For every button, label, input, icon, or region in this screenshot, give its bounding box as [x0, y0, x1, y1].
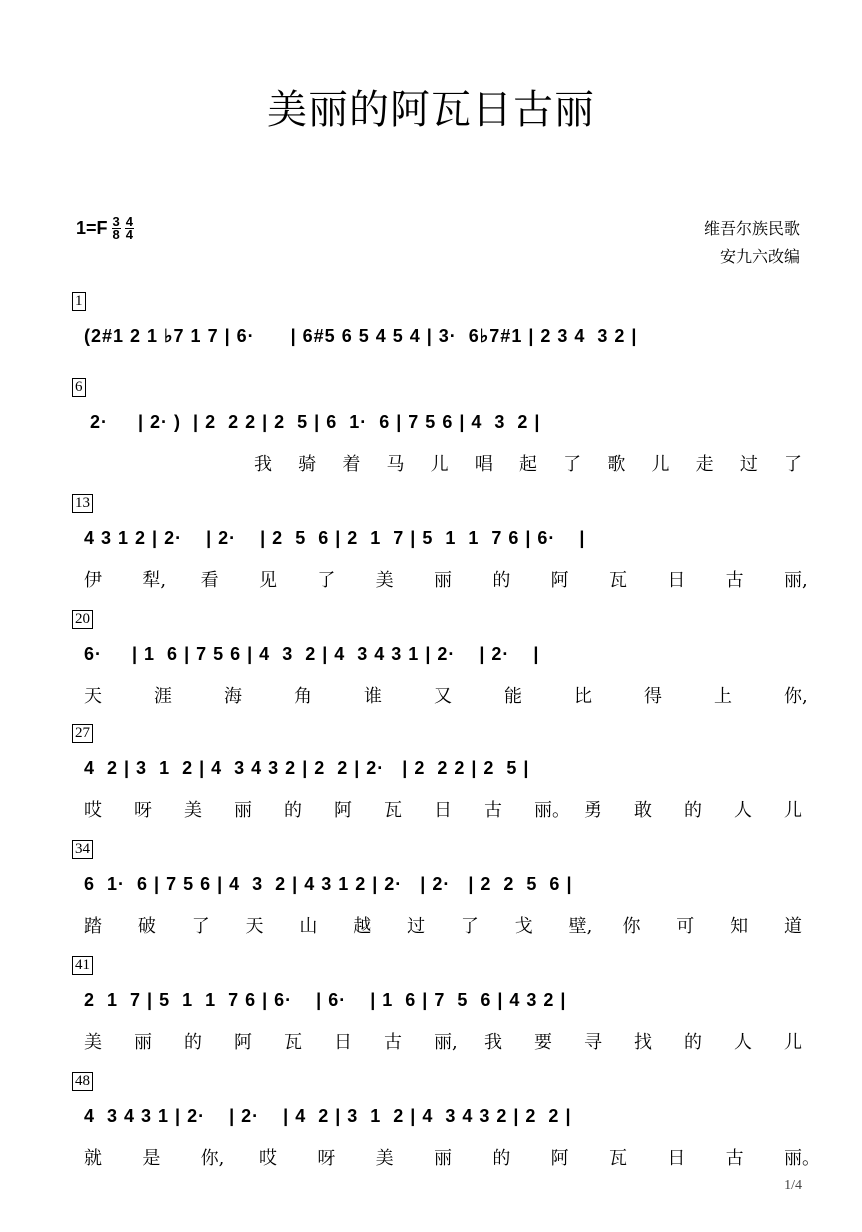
lyric-syllable: 丽。: [534, 800, 570, 821]
lyric-syllable: 丽: [134, 1032, 152, 1053]
lyric-line: [84, 566, 808, 591]
lyric-syllable: 走: [695, 454, 714, 475]
lyric-syllable: 了: [563, 454, 582, 475]
lyric-syllable: 的: [684, 1032, 702, 1053]
lyric-syllable: 儿: [784, 1032, 802, 1053]
lyric-syllable: 了: [191, 916, 210, 937]
lyric-syllable: 阿: [334, 800, 352, 821]
notes-text: 6· | 1 6 | 7 5 6 | 4 3 2 | 4 3 4 3 1 | 2· | 2· |: [84, 644, 540, 664]
notes-text: 2· | 2· ) | 2 2 2 | 2 5 | 6 1· 6 | 7 5 6 | 4 3 2 |: [84, 412, 541, 432]
lyric-syllable: 的: [492, 1148, 511, 1169]
meter-4-4: $\frac{4}{4}$: [125, 214, 133, 242]
lyric-syllable: 日: [667, 1148, 686, 1169]
lyric-syllable: 的: [492, 570, 511, 591]
lyric-syllable: 涯: [154, 686, 172, 707]
score-row: [0, 840, 862, 950]
lyric-syllable: 要: [534, 1032, 552, 1053]
lyric-syllable: 古: [725, 1148, 744, 1169]
lyric-syllable: 犁,: [142, 570, 167, 591]
lyric-syllable: 道: [784, 916, 802, 937]
measure-number: 20: [72, 610, 93, 629]
lyric-syllable: 唱: [474, 454, 493, 475]
lyric-syllable: 呀: [134, 800, 152, 821]
lyric-syllable: 古: [725, 570, 744, 591]
lyric-syllable: 马: [386, 454, 405, 475]
notes-text: 4 3 4 3 1 | 2· | 2· | 4 2 | 3 1 2 | 4 3 4 3 2 | 2 2 |: [84, 1106, 572, 1126]
lyric-line: [84, 1028, 800, 1052]
lyric-syllable: 得: [644, 686, 662, 707]
key-signature: [76, 216, 134, 241]
lyric-syllable: 天: [245, 916, 264, 937]
measure-number: 41: [72, 956, 93, 975]
lyric-syllable: 上: [714, 686, 732, 707]
notation-line: [84, 520, 800, 560]
measure-number: 27: [72, 724, 93, 743]
notes-text: 6 1· 6 | 7 5 6 | 4 3 2 | 4 3 1 2 | 2· | 2· | 2 2 5 6 |: [84, 874, 573, 894]
score-row: [0, 494, 862, 604]
lyric-syllable: 阿: [550, 570, 569, 591]
notation-line: [84, 750, 800, 790]
lyric-syllable: 瓦: [284, 1032, 302, 1053]
lyric-syllable: 比: [574, 686, 592, 707]
lyric-syllable: 了: [317, 570, 336, 591]
lyric-syllable: 天: [84, 686, 102, 707]
lyric-syllable: 我: [254, 454, 272, 475]
lyric-syllable: 看: [200, 570, 219, 591]
lyric-syllable: 丽。: [784, 1148, 820, 1169]
lyric-syllable: 瓦: [609, 570, 627, 591]
lyric-syllable: 找: [634, 1032, 652, 1053]
lyric-syllable: 是: [142, 1148, 161, 1169]
lyric-syllable: 见: [259, 570, 277, 591]
lyric-syllable: 古: [484, 800, 502, 821]
lyric-syllable: 着: [342, 454, 361, 475]
lyric-syllable: 的: [184, 1032, 202, 1053]
measure-number: 1: [72, 292, 86, 311]
measure-number: 48: [72, 1072, 93, 1091]
lyric-syllable: 过: [739, 454, 758, 475]
notation-line: [84, 866, 800, 906]
credit-arranger: 安九六改编: [719, 247, 800, 266]
lyric-syllable: 了: [460, 916, 479, 937]
lyric-syllable: 丽: [434, 1148, 452, 1169]
notes-text: 4 2 | 3 1 2 | 4 3 4 3 2 | 2 2 | 2· | 2 2 2 | 2 5 |: [84, 758, 530, 778]
lyric-syllable: 儿: [430, 454, 449, 475]
notes-text: (2#1 2 1 ♭7 1 7 | 6· | 6#5 6 5 4 5 4 | 3· 6♭7#1 | 2 3 4 3 2 |: [84, 326, 638, 346]
lyric-line: [84, 796, 800, 820]
lyric-syllable: 寻: [584, 1032, 602, 1053]
notation-line: [84, 982, 800, 1022]
lyric-syllable: 美: [375, 570, 394, 591]
lyric-syllable: 丽,: [784, 570, 808, 591]
notation-line: [84, 404, 800, 444]
lyric-syllable: 壁,: [568, 916, 593, 937]
score-row: [0, 378, 862, 488]
lyric-syllable: 日: [434, 800, 452, 821]
lyric-syllable: 了: [784, 454, 802, 475]
lyric-syllable: 能: [504, 686, 522, 707]
lyric-syllable: 呀: [317, 1148, 336, 1169]
lyric-syllable: 又: [434, 686, 452, 707]
lyric-syllable: 你,: [200, 1148, 225, 1169]
lyric-syllable: 儿: [651, 454, 670, 475]
lyric-syllable: 人: [734, 800, 752, 821]
score-row: [0, 724, 862, 834]
lyric-syllable: 瓦: [384, 800, 402, 821]
lyric-syllable: 的: [684, 800, 702, 821]
lyric-syllable: 伊: [84, 570, 102, 591]
measure-number: 13: [72, 494, 93, 513]
score-row: [0, 610, 862, 720]
lyric-syllable: 踏: [84, 916, 102, 937]
notes-text: 2 1 7 | 5 1 1 7 6 | 6· | 6· | 1 6 | 7 5 6 | 4 3 2 |: [84, 990, 567, 1010]
lyric-syllable: 敢: [634, 800, 652, 821]
score-row: [0, 1072, 862, 1182]
lyric-syllable: 知: [730, 916, 749, 937]
key-label: 1=F: [76, 218, 108, 238]
lyric-line: [84, 450, 800, 474]
lyric-line: [84, 1144, 820, 1169]
lyric-syllable: 我: [484, 1032, 502, 1053]
song-title: 美丽的阿瓦日古丽: [267, 87, 595, 133]
lyric-syllable: 古: [384, 1032, 402, 1053]
notation-line: [84, 636, 800, 676]
lyric-syllable: 破: [137, 916, 156, 937]
measure-number: 34: [72, 840, 93, 859]
lyric-syllable: 你,: [784, 686, 808, 707]
lyric-syllable: 戈: [514, 916, 533, 937]
notation-line: [84, 318, 800, 358]
lyric-syllable: 你: [622, 916, 641, 937]
lyric-syllable: 哎: [259, 1148, 277, 1169]
lyric-syllable: 美: [184, 800, 202, 821]
lyric-syllable: 海: [224, 686, 242, 707]
lyric-line: [84, 682, 808, 707]
lyric-syllable: 瓦: [609, 1148, 627, 1169]
meter-3-8: $\frac{3}{8}$: [112, 214, 120, 242]
lyric-syllable: 丽: [434, 570, 452, 591]
lyric-syllable: 人: [734, 1032, 752, 1053]
notes-text: 4 3 1 2 | 2· | 2· | 2 5 6 | 2 1 7 | 5 1 1 7 6 | 6· |: [84, 528, 586, 548]
lyric-syllable: 过: [407, 916, 426, 937]
lyric-syllable: 歌: [607, 454, 626, 475]
notation-line: [84, 1098, 800, 1138]
lyric-syllable: 的: [284, 800, 302, 821]
credit-origin: 维吾尔族民歌: [703, 219, 800, 238]
lyric-syllable: 可: [676, 916, 695, 937]
lyric-syllable: 哎: [84, 800, 102, 821]
lyric-syllable: 阿: [550, 1148, 569, 1169]
lyric-syllable: 勇: [584, 800, 602, 821]
lyric-syllable: 谁: [364, 686, 382, 707]
score-row: [0, 956, 862, 1066]
lyric-syllable: 丽,: [434, 1032, 458, 1053]
lyric-syllable: 丽: [234, 800, 252, 821]
lyric-line: [84, 912, 800, 936]
lyric-syllable: 起: [519, 454, 537, 475]
lyric-syllable: 阿: [234, 1032, 252, 1053]
lyric-syllable: 日: [667, 570, 686, 591]
lyric-syllable: 就: [84, 1148, 102, 1169]
lyric-syllable: 山: [299, 916, 318, 937]
lyric-syllable: 儿: [784, 800, 802, 821]
lyric-syllable: 美: [84, 1032, 102, 1053]
measure-number: 6: [72, 378, 86, 397]
lyric-syllable: 越: [353, 916, 372, 937]
lyric-syllable: 角: [294, 686, 312, 707]
lyric-syllable: 骑: [298, 454, 317, 475]
lyric-syllable: 日: [334, 1032, 352, 1053]
lyric-syllable: 美: [375, 1148, 394, 1169]
page-number: 1/4: [784, 1178, 802, 1193]
